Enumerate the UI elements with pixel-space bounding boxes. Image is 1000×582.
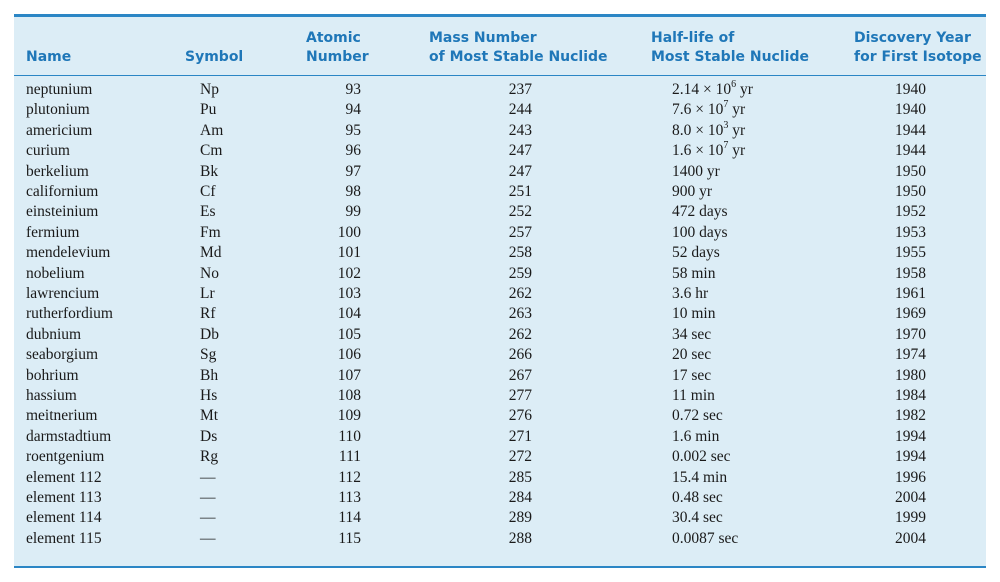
cell-atomic-number: 108 <box>337 387 361 404</box>
cell-mass-number: 267 <box>508 366 532 384</box>
cell-half-life <box>672 508 832 528</box>
half-life-value: 11 min <box>672 387 715 404</box>
header-atomic-number-line2: Number <box>306 49 369 65</box>
cell-half-life <box>672 243 832 263</box>
half-life-value: 2.14 × 10 <box>672 81 732 98</box>
cell-mass-number: 262 <box>508 325 532 343</box>
cell-mass-number: 263 <box>508 305 532 323</box>
cell-half-life <box>672 202 832 222</box>
cell-mass-number: 277 <box>508 387 532 404</box>
cell-name: element 113 <box>26 489 102 506</box>
half-life-value: 3.6 hr <box>672 285 709 302</box>
table-row <box>14 243 986 263</box>
header-discovery-year-line2: for First Isotope <box>854 49 982 65</box>
cell-symbol: No <box>200 264 219 282</box>
cell-discovery-year: 2004 <box>895 529 926 547</box>
half-life-value: 15.4 min <box>672 468 728 486</box>
cell-mass-number: 257 <box>508 223 532 241</box>
data-sheet <box>14 14 986 568</box>
header-name-text: Name <box>26 49 72 65</box>
cell-name: darmstadtium <box>26 427 112 445</box>
cell-half-life <box>672 264 832 284</box>
cell-discovery-year: 1950 <box>895 162 926 180</box>
header-atomic-number <box>306 29 369 67</box>
cell-mass-number: 237 <box>508 81 532 98</box>
cell-symbol: Mt <box>200 407 219 425</box>
header-name <box>26 48 71 67</box>
cell-name: meitnerium <box>26 407 98 425</box>
cell-mass-number: 276 <box>508 407 532 425</box>
table-row <box>14 366 986 386</box>
cell-mass-number: 289 <box>508 509 532 527</box>
cell-half-life <box>672 284 832 304</box>
table-row <box>14 304 986 324</box>
half-life-value: 1.6 min <box>672 427 720 445</box>
header-mass-number-line1: Mass Number <box>429 30 537 46</box>
cell-discovery-year: 1952 <box>895 203 926 221</box>
table-row <box>14 80 986 100</box>
header-mass-number-line2: of Most Stable Nuclide <box>429 49 608 65</box>
cell-discovery-year: 1944 <box>895 121 926 139</box>
cell-half-life <box>672 100 832 120</box>
half-life-value: 900 yr <box>672 183 713 200</box>
cell-symbol: Md <box>200 244 222 262</box>
cell-mass-number: 247 <box>508 162 532 180</box>
half-life-value: 52 days <box>672 244 720 262</box>
half-life-value: 30.4 sec <box>672 509 723 527</box>
header-atomic-number-line1: Atomic <box>306 30 361 46</box>
cell-mass-number: 288 <box>508 529 532 547</box>
cell-name: bohrium <box>26 366 79 384</box>
cell-symbol: Bh <box>200 366 219 384</box>
half-life-value: 100 days <box>672 223 728 241</box>
cell-mass-number: 271 <box>508 427 532 445</box>
cell-symbol: Rf <box>200 305 216 323</box>
table-row <box>14 386 986 406</box>
half-life-exponent: 7 <box>723 140 729 152</box>
cell-atomic-number: 96 <box>345 142 361 160</box>
cell-name: americium <box>26 121 93 139</box>
cell-discovery-year: 1950 <box>895 183 926 200</box>
cell-discovery-year: 1940 <box>895 101 926 119</box>
table-row <box>14 488 986 508</box>
cell-mass-number: 266 <box>508 346 532 364</box>
table-row <box>14 447 986 467</box>
half-life-value: 0.72 sec <box>672 407 723 425</box>
cell-discovery-year: 1944 <box>895 142 926 160</box>
cell-atomic-number: 100 <box>337 223 361 241</box>
header-half-life <box>651 29 809 67</box>
header-symbol-text: Symbol <box>185 49 244 65</box>
cell-half-life <box>672 304 832 324</box>
cell-discovery-year: 1969 <box>895 305 926 323</box>
cell-discovery-year: 1994 <box>895 427 926 445</box>
cell-discovery-year: 1940 <box>895 81 926 98</box>
cell-discovery-year: 1994 <box>895 448 926 466</box>
cell-symbol: Fm <box>200 223 221 241</box>
cell-symbol: Ds <box>200 427 218 445</box>
cell-atomic-number: 114 <box>338 509 361 527</box>
cell-atomic-number: 104 <box>337 305 361 323</box>
cell-half-life <box>672 325 832 345</box>
cell-half-life <box>672 427 832 447</box>
cell-discovery-year: 1999 <box>895 509 926 527</box>
table-row <box>14 284 986 304</box>
cell-discovery-year: 1974 <box>895 346 926 364</box>
half-life-value: 20 sec <box>672 346 712 364</box>
cell-name: seaborgium <box>26 346 99 364</box>
cell-symbol: Db <box>200 325 219 343</box>
cell-symbol: Cm <box>200 142 223 160</box>
cell-mass-number: 247 <box>508 142 532 160</box>
cell-half-life <box>672 447 832 467</box>
cell-symbol: — <box>200 509 216 527</box>
cell-half-life <box>672 406 832 426</box>
cell-symbol: Es <box>200 203 216 221</box>
cell-atomic-number: 103 <box>337 285 361 302</box>
cell-name: dubnium <box>26 325 82 343</box>
cell-atomic-number: 106 <box>337 346 361 364</box>
cell-name: roentgenium <box>26 448 105 466</box>
cell-name: fermium <box>26 223 80 241</box>
table-row <box>14 406 986 426</box>
cell-atomic-number: 102 <box>337 264 361 282</box>
cell-name: einsteinium <box>26 203 99 221</box>
header-discovery-year-line1: Discovery Year <box>854 30 971 46</box>
half-life-value: 0.48 sec <box>672 489 723 506</box>
cell-symbol: Hs <box>200 387 218 404</box>
cell-atomic-number: 109 <box>337 407 361 425</box>
cell-name: nobelium <box>26 264 85 282</box>
table-row <box>14 121 986 141</box>
cell-symbol: Lr <box>200 285 215 302</box>
table-row <box>14 345 986 365</box>
cell-symbol: Pu <box>200 101 217 119</box>
header-symbol <box>185 48 243 67</box>
table-row <box>14 100 986 120</box>
cell-mass-number: 272 <box>508 448 532 466</box>
cell-mass-number: 285 <box>508 468 532 486</box>
cell-half-life <box>672 182 832 202</box>
cell-mass-number: 284 <box>508 489 532 506</box>
cell-half-life <box>672 488 832 508</box>
half-life-value: 7.6 × 10 <box>672 101 724 119</box>
cell-mass-number: 251 <box>508 183 532 200</box>
header-area <box>14 17 986 76</box>
cell-half-life <box>672 141 832 161</box>
header-half-life-line1: Half-life of <box>651 30 735 46</box>
cell-atomic-number: 95 <box>345 121 361 139</box>
cell-atomic-number: 94 <box>345 101 361 119</box>
cell-symbol: — <box>200 468 216 486</box>
table-row <box>14 427 986 447</box>
cell-mass-number: 244 <box>508 101 532 119</box>
cell-discovery-year: 1982 <box>895 407 926 425</box>
cell-symbol: Np <box>200 81 219 98</box>
half-life-value: 1.6 × 10 <box>672 142 724 160</box>
header-half-life-line2: Most Stable Nuclide <box>651 49 809 65</box>
half-life-unit: yr <box>736 81 753 98</box>
cell-name: rutherfordium <box>26 305 113 323</box>
cell-symbol: Am <box>200 121 224 139</box>
half-life-unit: yr <box>728 101 746 119</box>
cell-half-life <box>672 162 832 182</box>
header-mass-number <box>429 29 608 67</box>
cell-name: neptunium <box>26 81 93 98</box>
cell-symbol: — <box>200 489 216 506</box>
cell-mass-number: 259 <box>508 264 532 282</box>
cell-name: curium <box>26 142 70 160</box>
table-row <box>14 468 986 488</box>
cell-discovery-year: 1984 <box>895 387 926 404</box>
cell-half-life <box>672 386 832 406</box>
table-row <box>14 202 986 222</box>
cell-half-life <box>672 121 832 141</box>
half-life-value: 0.0087 sec <box>672 529 739 547</box>
cell-atomic-number: 105 <box>337 325 361 343</box>
cell-atomic-number: 101 <box>337 244 361 262</box>
cell-half-life <box>672 345 832 365</box>
cell-name: lawrencium <box>26 285 100 302</box>
cell-discovery-year: 1958 <box>895 264 926 282</box>
half-life-value: 17 sec <box>672 366 712 384</box>
half-life-value: 1400 yr <box>672 162 720 180</box>
cell-discovery-year: 2004 <box>895 489 926 506</box>
cell-discovery-year: 1955 <box>895 244 926 262</box>
half-life-exponent: 7 <box>723 99 729 111</box>
table-row <box>14 529 986 549</box>
cell-name: mendelevium <box>26 244 111 262</box>
cell-symbol: Sg <box>200 346 217 364</box>
cell-name: element 114 <box>26 509 102 527</box>
cell-atomic-number: 110 <box>338 427 361 445</box>
cell-mass-number: 262 <box>508 285 532 302</box>
cell-name: element 115 <box>26 529 102 547</box>
half-life-exponent: 3 <box>723 119 729 131</box>
cell-atomic-number: 107 <box>337 366 361 384</box>
cell-half-life <box>672 223 832 243</box>
half-life-value: 34 sec <box>672 325 712 343</box>
cell-discovery-year: 1953 <box>895 223 926 241</box>
cell-atomic-number: 98 <box>345 183 361 200</box>
cell-atomic-number: 115 <box>338 529 361 547</box>
cell-atomic-number: 113 <box>338 489 361 506</box>
cell-name: berkelium <box>26 162 89 180</box>
cell-atomic-number: 111 <box>338 448 361 466</box>
cell-atomic-number: 112 <box>338 468 361 486</box>
table-row <box>14 141 986 161</box>
table-row <box>14 508 986 528</box>
half-life-value: 8.0 × 10 <box>672 121 724 139</box>
half-life-unit: yr <box>728 142 746 160</box>
table-row <box>14 325 986 345</box>
cell-discovery-year: 1996 <box>895 468 926 486</box>
cell-symbol: Rg <box>200 448 219 466</box>
cell-mass-number: 258 <box>508 244 532 262</box>
table-row <box>14 264 986 284</box>
cell-mass-number: 243 <box>508 121 532 139</box>
cell-half-life <box>672 468 832 488</box>
cell-discovery-year: 1970 <box>895 325 926 343</box>
cell-atomic-number: 93 <box>345 81 361 98</box>
cell-name: plutonium <box>26 101 90 119</box>
cell-name: element 112 <box>26 468 102 486</box>
cell-symbol: — <box>200 529 216 547</box>
cell-discovery-year: 1980 <box>895 366 926 384</box>
cell-half-life <box>672 80 832 100</box>
cell-name: californium <box>26 183 99 200</box>
half-life-value: 0.002 sec <box>672 448 731 466</box>
cell-atomic-number: 99 <box>345 203 361 221</box>
half-life-value: 472 days <box>672 203 728 221</box>
cell-symbol: Bk <box>200 162 219 180</box>
cell-half-life <box>672 366 832 386</box>
cell-name: hassium <box>26 387 77 404</box>
cell-half-life <box>672 529 832 549</box>
table-row <box>14 182 986 202</box>
table-row <box>14 162 986 182</box>
table-row <box>14 223 986 243</box>
half-life-unit: yr <box>728 121 746 139</box>
cell-discovery-year: 1961 <box>895 285 926 302</box>
cell-mass-number: 252 <box>508 203 532 221</box>
half-life-exponent: 6 <box>731 78 737 90</box>
half-life-value: 10 min <box>672 305 716 323</box>
cell-symbol: Cf <box>200 183 216 200</box>
header-discovery-year <box>854 29 982 67</box>
cell-atomic-number: 97 <box>345 162 361 180</box>
half-life-value: 58 min <box>672 264 716 282</box>
